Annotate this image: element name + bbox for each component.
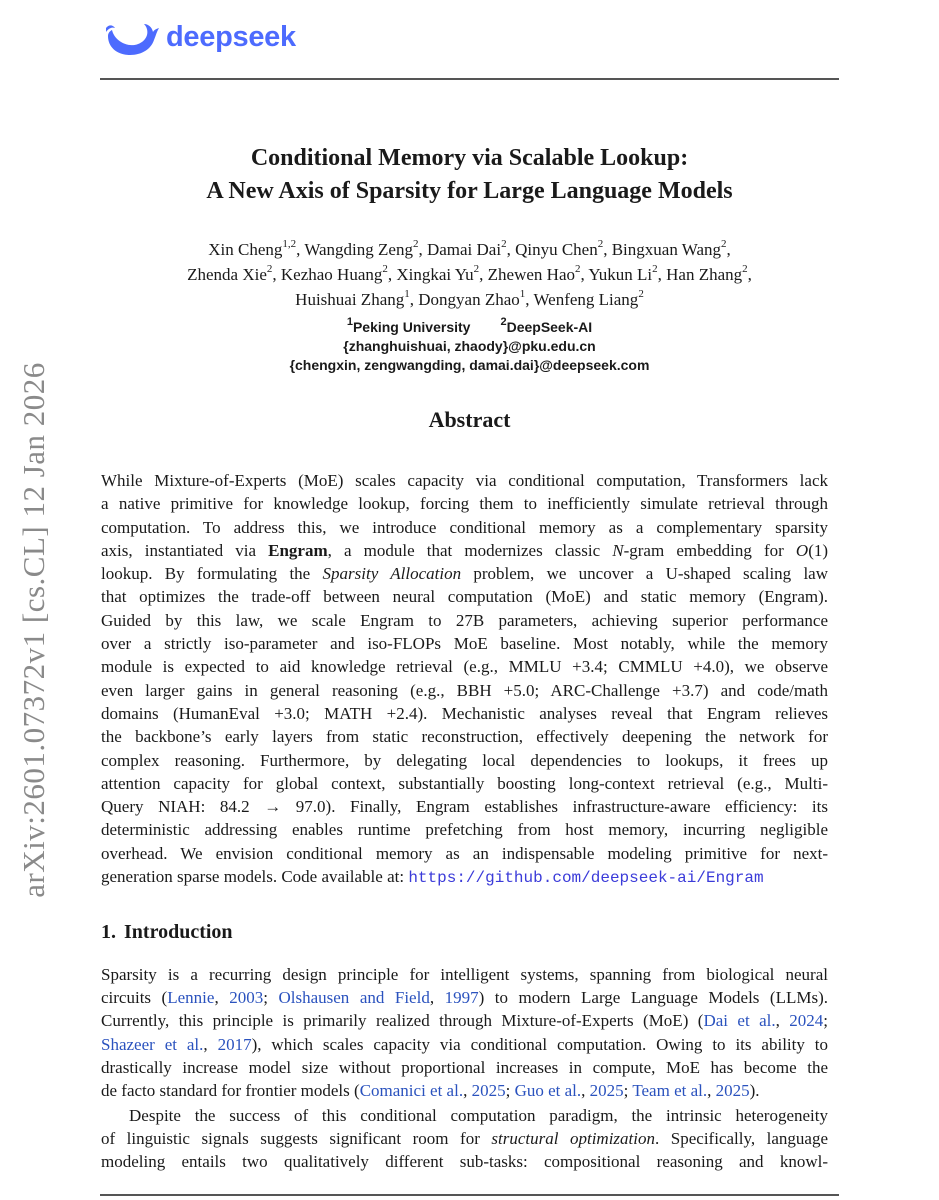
citation-link[interactable]: Lennie — [167, 988, 215, 1008]
body-line — [101, 1033, 828, 1056]
title-line-1: Conditional Memory via Scalable Lookup: — [250, 145, 689, 171]
text-span: ; — [623, 1080, 633, 1100]
author-affiliation-marker: 2 — [742, 263, 748, 276]
text-span: ; — [823, 1011, 828, 1031]
text-span: ; — [263, 988, 279, 1008]
author-separator: , — [525, 290, 534, 309]
author-separator: , — [580, 265, 589, 284]
citation-link[interactable]: 2017 — [217, 1034, 252, 1054]
author-affiliation-marker: 2 — [652, 263, 658, 276]
abstract-line: the backbone’s early layers from static reconstruction, effectively deepening the network for — [101, 727, 828, 747]
abstract-line: a native primitive for knowledge lookup, forcing them to inefficiently simulate retrieval through — [101, 494, 828, 514]
author-affiliation-marker: 2 — [501, 238, 507, 251]
text-span: lookup. By formulating the — [101, 564, 323, 584]
text-span: de facto standard for frontier models ( — [101, 1080, 360, 1100]
deepseek-logo — [104, 16, 296, 58]
author-line — [0, 262, 939, 287]
body-line: drastically increase model size without proportional increases in compute, MoE has become the — [101, 1057, 828, 1077]
text-span: , — [214, 988, 230, 1008]
text-span: , a module that modernizes classic — [327, 540, 613, 560]
citation-link[interactable]: Olshausen and Field — [278, 988, 430, 1008]
citation-link[interactable]: 2025 — [589, 1080, 624, 1100]
author-separator: , — [272, 265, 281, 284]
author-affiliation-marker: 2 — [266, 263, 273, 276]
text-span: circuits ( — [101, 988, 168, 1008]
author-separator: , — [603, 240, 612, 259]
text-span: ) to modern Large Language Models (LLMs). — [478, 988, 829, 1008]
author-name: Han Zhang — [666, 265, 743, 284]
body-line — [101, 986, 828, 1009]
author-name: Kezhao Huang — [280, 265, 383, 284]
whale-logo-icon — [104, 16, 162, 58]
logo-wordmark: deepseek — [166, 20, 296, 53]
author-affiliation-marker: 2 — [721, 238, 727, 251]
author-name: Xin Cheng — [208, 240, 283, 259]
text-span: axis, instantiated via — [101, 540, 269, 560]
section-number: 1. — [101, 921, 116, 943]
author-affiliation-marker: 2 — [412, 238, 419, 251]
header-rule — [100, 78, 839, 80]
text-span: Currently, this principle is primarily realized through Mixture-of-Experts (MoE) ( — [101, 1011, 704, 1031]
author-name: Dongyan Zhao — [418, 290, 520, 309]
affiliation-marker: 1 — [346, 316, 353, 329]
math-n: N — [612, 540, 624, 560]
email-pku[interactable]: {zhanghuishuai, zhaody}@pku.edu.cn — [343, 338, 596, 354]
author-line — [0, 287, 939, 312]
abstract-line: Guided by this law, we scale Engram to 27B parameters, achieving superior performance — [101, 610, 828, 630]
citation-link[interactable]: 2003 — [229, 988, 264, 1008]
author-name: Yukun Li — [588, 265, 653, 284]
abstract-body — [101, 469, 828, 888]
abstract-line: While Mixture-of-Experts (MoE) scales capacity via conditional computation, Transformers lack — [101, 471, 828, 490]
affiliations — [0, 318, 939, 375]
author-separator: , — [409, 290, 419, 309]
abstract-line — [101, 865, 828, 888]
citation-link[interactable]: Shazeer et al. — [101, 1034, 204, 1054]
title-line-2: A New Axis of Sparsity for Large Language Models — [206, 178, 733, 204]
author-affiliation-marker: 2 — [638, 288, 644, 301]
citation-link[interactable]: 2025 — [471, 1080, 506, 1100]
abstract-heading: Abstract — [428, 407, 511, 432]
author-separator: , — [418, 240, 427, 259]
citation-link[interactable]: 1997 — [444, 988, 479, 1008]
author-affiliation-marker: 2 — [382, 263, 388, 276]
author-name: Wangding Zeng — [304, 240, 413, 259]
text-span: -gram embedding for — [623, 540, 796, 560]
author-separator: , — [387, 265, 397, 284]
text-span: of linguistic signals suggests significant room for — [101, 1129, 492, 1149]
author-affiliation-marker: 2 — [597, 238, 604, 251]
body-line: modeling entails two qualitatively different sub-tasks: compositional reasoning and knowl- — [101, 1152, 828, 1172]
text-span: . Specifically, language — [655, 1129, 828, 1149]
text-span: , — [707, 1080, 716, 1100]
affiliation-names — [0, 318, 939, 337]
author-name: Zhewen Hao — [487, 265, 575, 284]
abstract-line: domains (HumanEval +3.0; MATH +2.4). Mechanistic analyses reveal that Engram relieves — [101, 703, 828, 723]
structural-optimization-term: structural optimization — [491, 1129, 655, 1149]
abstract-line: computation. To address this, we introduce conditional memory as a complementary sparsity — [101, 517, 828, 537]
text-span: generation sparse models. Code available at: — [101, 867, 409, 887]
author-affiliation-marker: 1 — [519, 288, 526, 301]
affiliation-marker: 2 — [500, 316, 507, 329]
affiliation-deepseek: DeepSeek-AI — [506, 319, 593, 335]
code-repo-link[interactable]: https://github.com/deepseek-ai/Engram — [408, 869, 764, 888]
intro-paragraph-2 — [101, 1104, 828, 1174]
author-affiliation-marker: 1 — [404, 288, 410, 301]
abstract-line: complex reasoning. Furthermore, by delegating local dependencies to lookups, it frees up — [101, 750, 828, 770]
email-deepseek[interactable]: {chengxin, zengwangding, damai.dai}@deepseek.com — [289, 357, 650, 373]
text-span: , — [463, 1080, 472, 1100]
text-span: , — [581, 1080, 590, 1100]
author-separator: , — [657, 265, 667, 284]
author-name: Huishuai Zhang — [295, 290, 405, 309]
author-list — [0, 237, 939, 312]
intro-paragraph-1 — [101, 963, 828, 1102]
section-heading-introduction — [101, 921, 233, 944]
citation-link[interactable]: 2025 — [715, 1080, 750, 1100]
abstract-line — [101, 562, 828, 585]
text-span: ). — [749, 1080, 760, 1100]
author-affiliation-marker: 2 — [473, 263, 480, 276]
body-line — [101, 1127, 828, 1150]
text-span: , — [203, 1034, 218, 1054]
paper-title — [0, 142, 939, 208]
abstract-line: overhead. We envision conditional memory as an indispensable modeling primitive for next- — [101, 843, 828, 863]
arxiv-identifier[interactable]: arXiv:2601.07372v1 [cs.CL] 12 Jan 2026 — [16, 362, 51, 898]
author-separator: , — [296, 240, 305, 259]
author-separator: , — [726, 240, 731, 259]
section-title: Introduction — [124, 921, 233, 943]
body-line — [101, 1079, 828, 1102]
author-separator: , — [506, 240, 516, 259]
text-span: , — [775, 1011, 790, 1031]
engram-term: Engram — [268, 540, 328, 560]
math-o: O — [795, 540, 809, 560]
text-span: ), which scales capacity via conditional computation. Owing to its ability to — [251, 1034, 829, 1054]
sparsity-allocation-term: Sparsity Allocation — [322, 564, 462, 584]
author-name: Bingxuan Wang — [611, 240, 721, 259]
text-span: problem, we uncover a U-shaped scaling law — [461, 564, 829, 584]
footer-rule — [100, 1194, 839, 1196]
abstract-line: over a strictly iso-parameter and iso-FLOPs MoE baseline. Most notably, while the memory — [101, 634, 828, 654]
author-separator: , — [747, 265, 752, 284]
author-affiliation-marker: 1,2 — [282, 238, 297, 251]
abstract-line: attention capacity for global context, substantially boosting long-context retrieval (e.g., Multi- — [101, 773, 828, 793]
body-line — [101, 1009, 828, 1032]
body-line: Sparsity is a recurring design principle for intelligent systems, spanning from biological neural — [101, 965, 828, 984]
citation-link[interactable]: Comanici et al. — [359, 1080, 464, 1100]
author-name: Qinyu Chen — [515, 240, 598, 259]
author-name: Xingkai Yu — [396, 265, 474, 284]
text-span: , — [429, 988, 445, 1008]
citation-link[interactable]: 2024 — [789, 1011, 824, 1031]
abstract-line: even larger gains in general reasoning (e.g., BBH +5.0; ARC-Challenge +3.7) and code/math — [101, 680, 828, 700]
author-name: Wenfeng Liang — [533, 290, 639, 309]
abstract-line: that optimizes the trade-off between neural computation (MoE) and static memory (Engram). — [101, 587, 828, 607]
author-affiliation-marker: 2 — [575, 263, 581, 276]
math-one: (1) — [808, 540, 829, 560]
author-name: Damai Dai — [426, 240, 502, 259]
abstract-line: Query NIAH: 84.2 → 97.0). Finally, Engram establishes infrastructure-aware efficiency: its — [101, 797, 828, 817]
abstract-line: deterministic addressing enables runtime prefetching from host memory, incurring negligible — [101, 820, 828, 840]
body-line: Despite the success of this conditional computation paradigm, the intrinsic heterogeneity — [129, 1106, 828, 1125]
author-name: Zhenda Xie — [187, 265, 267, 284]
citation-link[interactable]: Dai et al. — [703, 1011, 776, 1031]
abstract-line: module is expected to aid knowledge retrieval (e.g., MMLU +3.4; CMMLU +4.0), we observe — [101, 657, 828, 677]
author-separator: , — [479, 265, 488, 284]
author-line — [0, 237, 939, 262]
affiliation-pku: Peking University — [352, 319, 471, 335]
abstract-line — [101, 539, 828, 562]
citation-link[interactable]: Guo et al. — [514, 1080, 582, 1100]
citation-link[interactable]: Team et al. — [632, 1080, 708, 1100]
text-span: ; — [505, 1080, 515, 1100]
